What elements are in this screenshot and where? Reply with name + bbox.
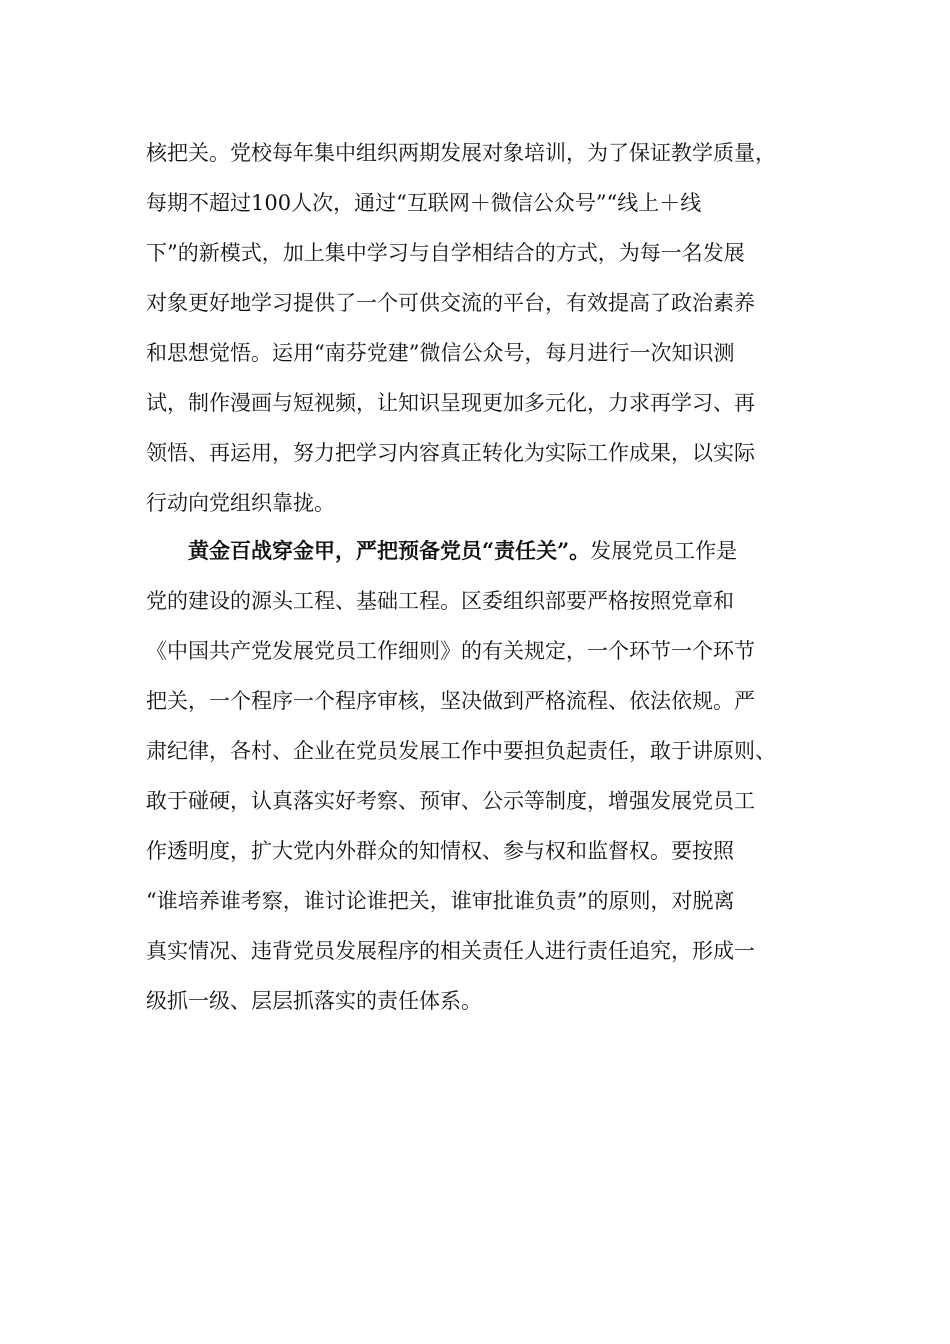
text-line: 核把关。党校每年集中组织两期发展对象培训，为了保证教学质量，: [146, 141, 776, 165]
paragraph-heading: 黄金百战穿金甲，严把预备党员“责任关”。: [188, 538, 591, 563]
text-line: 和思想觉悟。运用“南芬党建”微信公众号，每月进行一次知识测: [146, 341, 735, 365]
text-line: 领悟、再运用，努力把学习内容真正转化为实际工作成果，以实际: [146, 441, 755, 465]
text-line: 行动向党组织靠拢。: [146, 491, 335, 515]
text-line: 真实情况、违背党员发展程序的相关责任人进行责任追究，形成一: [146, 939, 755, 963]
text-line: 每期不超过100人次，通过“互联网＋微信公众号”“线上＋线: [146, 191, 702, 215]
text-line: 级抓一级、层层抓落实的责任体系。: [146, 989, 482, 1013]
text-line: 下”的新模式，加上集中学习与自学相结合的方式，为每一名发展: [146, 241, 745, 265]
text-line: 把关，一个程序一个程序审核，坚决做到严格流程、依法依规。严: [146, 689, 755, 713]
text-line: 《中国共产党发展党员工作细则》的有关规定，一个环节一个环节: [146, 639, 755, 663]
text-line: 党的建设的源头工程、基础工程。区委组织部要严格按照党章和: [146, 589, 734, 613]
heading-continuation: 发展党员工作是: [590, 539, 738, 563]
text-line: “谁培养谁考察，谁讨论谁把关，谁审批谁负责”的原则，对脱离: [146, 889, 735, 913]
text-line-first: [146, 526, 806, 576]
text-line: 敢于碰硬，认真落实好考察、预审、公示等制度，增强发展党员工: [146, 789, 755, 813]
paragraph-party-school-training: [146, 128, 806, 528]
text-line: 对象更好地学习提供了一个可供交流的平台，有效提高了政治素养: [146, 291, 755, 315]
text-line: 作透明度，扩大党内外群众的知情权、参与权和监督权。要按照: [146, 839, 734, 863]
text-line: 肃纪律，各村、企业在党员发展工作中要担负起责任，敢于讲原则、: [146, 739, 776, 763]
paragraph-responsibility-gate: [146, 526, 806, 1026]
text-line: 试，制作漫画与短视频，让知识呈现更加多元化，力求再学习、再: [146, 391, 755, 415]
